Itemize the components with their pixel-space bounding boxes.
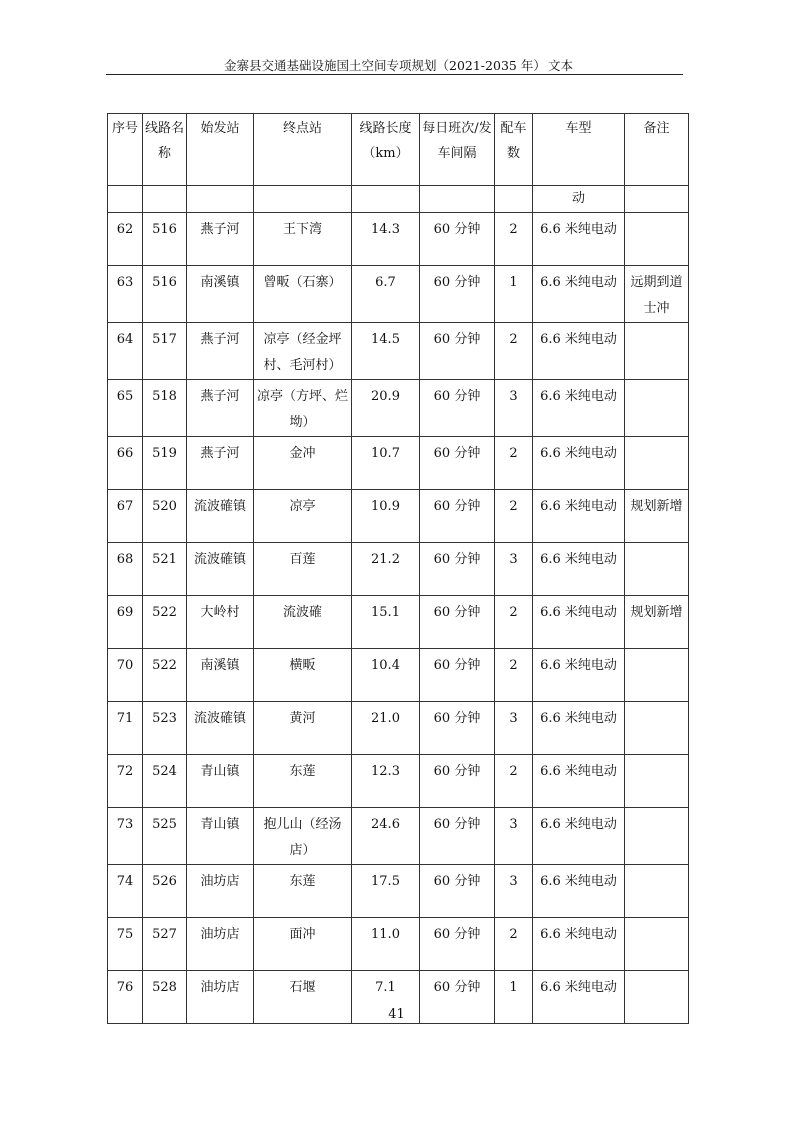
- vehicle-type-cell: 6.6 米纯电动: [533, 865, 625, 918]
- route-name-cell: 525: [143, 808, 187, 865]
- origin-station-cell: 青山镇: [187, 808, 254, 865]
- remarks-cell: [625, 702, 689, 755]
- route-length-cell: [352, 186, 420, 213]
- remarks-cell: 规划新增: [625, 490, 689, 543]
- route-name-cell: 520: [143, 490, 187, 543]
- seq-cell: 66: [108, 437, 143, 490]
- terminal-station-cell: 百莲: [254, 543, 352, 596]
- remarks-cell: 远期到道士冲: [625, 266, 689, 323]
- column-header-route-name: 线路名称: [143, 114, 187, 186]
- vehicle-count-cell: 2: [495, 596, 533, 649]
- vehicle-type-cell: 6.6 米纯电动: [533, 596, 625, 649]
- vehicle-type-cell: 6.6 米纯电动: [533, 543, 625, 596]
- route-name-cell: 522: [143, 649, 187, 702]
- vehicle-count-cell: 1: [495, 266, 533, 323]
- vehicle-type-cell: 6.6 米纯电动: [533, 971, 625, 1024]
- terminal-station-cell: 黄河: [254, 702, 352, 755]
- route-name-cell: 516: [143, 266, 187, 323]
- route-name-cell: 521: [143, 543, 187, 596]
- terminal-station-cell: 凉亭（经金坪村、毛河村）: [254, 323, 352, 380]
- origin-station-cell: 燕子河: [187, 213, 254, 266]
- vehicle-count-cell: 3: [495, 543, 533, 596]
- route-name-cell: 517: [143, 323, 187, 380]
- vehicle-count-cell: [495, 186, 533, 213]
- vehicle-type-cell: 6.6 米纯电动: [533, 380, 625, 437]
- table-row: [108, 755, 689, 808]
- route-name-cell: 518: [143, 380, 187, 437]
- vehicle-count-cell: 3: [495, 808, 533, 865]
- vehicle-count-cell: 2: [495, 490, 533, 543]
- route-length-cell: 10.9: [352, 490, 420, 543]
- vehicle-count-cell: 1: [495, 971, 533, 1024]
- seq-cell: 75: [108, 918, 143, 971]
- headway-cell: 60 分钟: [420, 702, 495, 755]
- seq-cell: 62: [108, 213, 143, 266]
- table-row: [108, 808, 689, 865]
- terminal-station-cell: 东莲: [254, 755, 352, 808]
- route-name-cell: 516: [143, 213, 187, 266]
- route-name-cell: 519: [143, 437, 187, 490]
- vehicle-count-cell: 3: [495, 380, 533, 437]
- origin-station-cell: 燕子河: [187, 323, 254, 380]
- vehicle-type-cell: 6.6 米纯电动: [533, 213, 625, 266]
- remarks-cell: [625, 213, 689, 266]
- vehicle-count-cell: 2: [495, 649, 533, 702]
- headway-cell: 60 分钟: [420, 971, 495, 1024]
- origin-station-cell: 南溪镇: [187, 649, 254, 702]
- headway-cell: 60 分钟: [420, 213, 495, 266]
- table-row: [108, 437, 689, 490]
- vehicle-type-cell: 6.6 米纯电动: [533, 266, 625, 323]
- seq-cell: 73: [108, 808, 143, 865]
- route-length-cell: 10.7: [352, 437, 420, 490]
- document-title: 金寨县交通基础设施国土空间专项规划（2021-2035 年）: [224, 58, 546, 73]
- vehicle-count-cell: 2: [495, 213, 533, 266]
- route-length-cell: 11.0: [352, 918, 420, 971]
- vehicle-type-cell: 6.6 米纯电动: [533, 437, 625, 490]
- page-header: [106, 56, 683, 75]
- continuation-row: [108, 186, 689, 213]
- route-name-cell: 522: [143, 596, 187, 649]
- seq-cell: 72: [108, 755, 143, 808]
- route-length-cell: 17.5: [352, 865, 420, 918]
- route-name-cell: 523: [143, 702, 187, 755]
- route-length-cell: 10.4: [352, 649, 420, 702]
- route-length-cell: 6.7: [352, 266, 420, 323]
- seq-cell: 74: [108, 865, 143, 918]
- vehicle-count-cell: 2: [495, 755, 533, 808]
- route-length-cell: 21.2: [352, 543, 420, 596]
- table-row: [108, 596, 689, 649]
- page-number: 41: [388, 1007, 405, 1022]
- terminal-station-cell: 王下湾: [254, 213, 352, 266]
- vehicle-type-cell: 6.6 米纯电动: [533, 702, 625, 755]
- table-header-row: [108, 114, 689, 186]
- terminal-station-cell: 面冲: [254, 918, 352, 971]
- terminal-station-cell: 流波確: [254, 596, 352, 649]
- headway-cell: 60 分钟: [420, 323, 495, 380]
- origin-station-cell: [187, 186, 254, 213]
- remarks-cell: [625, 437, 689, 490]
- remarks-cell: [625, 543, 689, 596]
- remarks-cell: [625, 865, 689, 918]
- vehicle-type-cell: 6.6 米纯电动: [533, 918, 625, 971]
- remarks-cell: [625, 808, 689, 865]
- table-row: [108, 380, 689, 437]
- headway-cell: 60 分钟: [420, 543, 495, 596]
- origin-station-cell: 流波確镇: [187, 543, 254, 596]
- seq-cell: 68: [108, 543, 143, 596]
- column-header-terminal-station: 终点站: [254, 114, 352, 186]
- origin-station-cell: 油坊店: [187, 918, 254, 971]
- route-name-cell: 528: [143, 971, 187, 1024]
- terminal-station-cell: 凉亭: [254, 490, 352, 543]
- remarks-cell: [625, 380, 689, 437]
- vehicle-count-cell: 2: [495, 918, 533, 971]
- remarks-cell: 规划新增: [625, 596, 689, 649]
- seq-cell: 64: [108, 323, 143, 380]
- seq-cell: 71: [108, 702, 143, 755]
- route-name-cell: [143, 186, 187, 213]
- seq-cell: 67: [108, 490, 143, 543]
- vehicle-type-cell: 6.6 米纯电动: [533, 755, 625, 808]
- origin-station-cell: 燕子河: [187, 437, 254, 490]
- terminal-station-cell: [254, 186, 352, 213]
- column-header-remarks: 备注: [625, 114, 689, 186]
- remarks-cell: [625, 755, 689, 808]
- origin-station-cell: 油坊店: [187, 971, 254, 1024]
- column-header-seq: 序号: [108, 114, 143, 186]
- origin-station-cell: 流波確镇: [187, 490, 254, 543]
- route-length-cell: 12.3: [352, 755, 420, 808]
- bus-route-table: [107, 113, 689, 1024]
- route-name-cell: 524: [143, 755, 187, 808]
- vehicle-type-cell: 6.6 米纯电动: [533, 323, 625, 380]
- headway-cell: 60 分钟: [420, 865, 495, 918]
- terminal-station-cell: 金冲: [254, 437, 352, 490]
- route-length-cell: 15.1: [352, 596, 420, 649]
- route-length-cell: 20.9: [352, 380, 420, 437]
- origin-station-cell: 青山镇: [187, 755, 254, 808]
- route-length-cell: 7.1: [352, 971, 420, 1024]
- origin-station-cell: 流波確镇: [187, 702, 254, 755]
- seq-cell: 65: [108, 380, 143, 437]
- vehicle-type-cell: 6.6 米纯电动: [533, 649, 625, 702]
- remarks-cell: [625, 186, 689, 213]
- headway-cell: 60 分钟: [420, 266, 495, 323]
- table-row: [108, 702, 689, 755]
- headway-cell: 60 分钟: [420, 380, 495, 437]
- table-row: [108, 266, 689, 323]
- vehicle-type-cell: 动: [533, 186, 625, 213]
- document-type-tag: 文本: [548, 58, 574, 73]
- table-row: [108, 543, 689, 596]
- table-row: [108, 323, 689, 380]
- terminal-station-cell: 曾畈（石寨）: [254, 266, 352, 323]
- seq-cell: [108, 186, 143, 213]
- column-header-vehicle-type: 车型: [533, 114, 625, 186]
- table-row: [108, 490, 689, 543]
- origin-station-cell: 大岭村: [187, 596, 254, 649]
- table-row: [108, 865, 689, 918]
- headway-cell: 60 分钟: [420, 437, 495, 490]
- column-header-origin-station: 始发站: [187, 114, 254, 186]
- vehicle-type-cell: 6.6 米纯电动: [533, 808, 625, 865]
- headway-cell: 60 分钟: [420, 918, 495, 971]
- route-name-cell: 526: [143, 865, 187, 918]
- terminal-station-cell: 东莲: [254, 865, 352, 918]
- route-length-cell: 21.0: [352, 702, 420, 755]
- origin-station-cell: 油坊店: [187, 865, 254, 918]
- remarks-cell: [625, 918, 689, 971]
- table-row: [108, 918, 689, 971]
- terminal-station-cell: 横畈: [254, 649, 352, 702]
- headway-cell: 60 分钟: [420, 755, 495, 808]
- origin-station-cell: 燕子河: [187, 380, 254, 437]
- vehicle-count-cell: 2: [495, 323, 533, 380]
- headway-cell: 60 分钟: [420, 649, 495, 702]
- seq-cell: 70: [108, 649, 143, 702]
- vehicle-count-cell: 3: [495, 702, 533, 755]
- terminal-station-cell: 凉亭（方坪、烂坳）: [254, 380, 352, 437]
- headway-cell: [420, 186, 495, 213]
- route-length-cell: 14.5: [352, 323, 420, 380]
- seq-cell: 63: [108, 266, 143, 323]
- headway-cell: 60 分钟: [420, 808, 495, 865]
- table-row: [108, 213, 689, 266]
- route-length-cell: 24.6: [352, 808, 420, 865]
- seq-cell: 69: [108, 596, 143, 649]
- table-row: [108, 649, 689, 702]
- column-header-headway: 每日班次/发车间隔: [420, 114, 495, 186]
- remarks-cell: [625, 323, 689, 380]
- vehicle-count-cell: 2: [495, 437, 533, 490]
- terminal-station-cell: 石堰: [254, 971, 352, 1024]
- headway-cell: 60 分钟: [420, 490, 495, 543]
- headway-cell: 60 分钟: [420, 596, 495, 649]
- route-length-cell: 14.3: [352, 213, 420, 266]
- origin-station-cell: 南溪镇: [187, 266, 254, 323]
- terminal-station-cell: 抱儿山（经汤店）: [254, 808, 352, 865]
- route-name-cell: 527: [143, 918, 187, 971]
- vehicle-type-cell: 6.6 米纯电动: [533, 490, 625, 543]
- vehicle-count-cell: 3: [495, 865, 533, 918]
- column-header-vehicle-count: 配车数: [495, 114, 533, 186]
- seq-cell: 76: [108, 971, 143, 1024]
- remarks-cell: [625, 649, 689, 702]
- column-header-route-length: 线路长度（km）: [352, 114, 420, 186]
